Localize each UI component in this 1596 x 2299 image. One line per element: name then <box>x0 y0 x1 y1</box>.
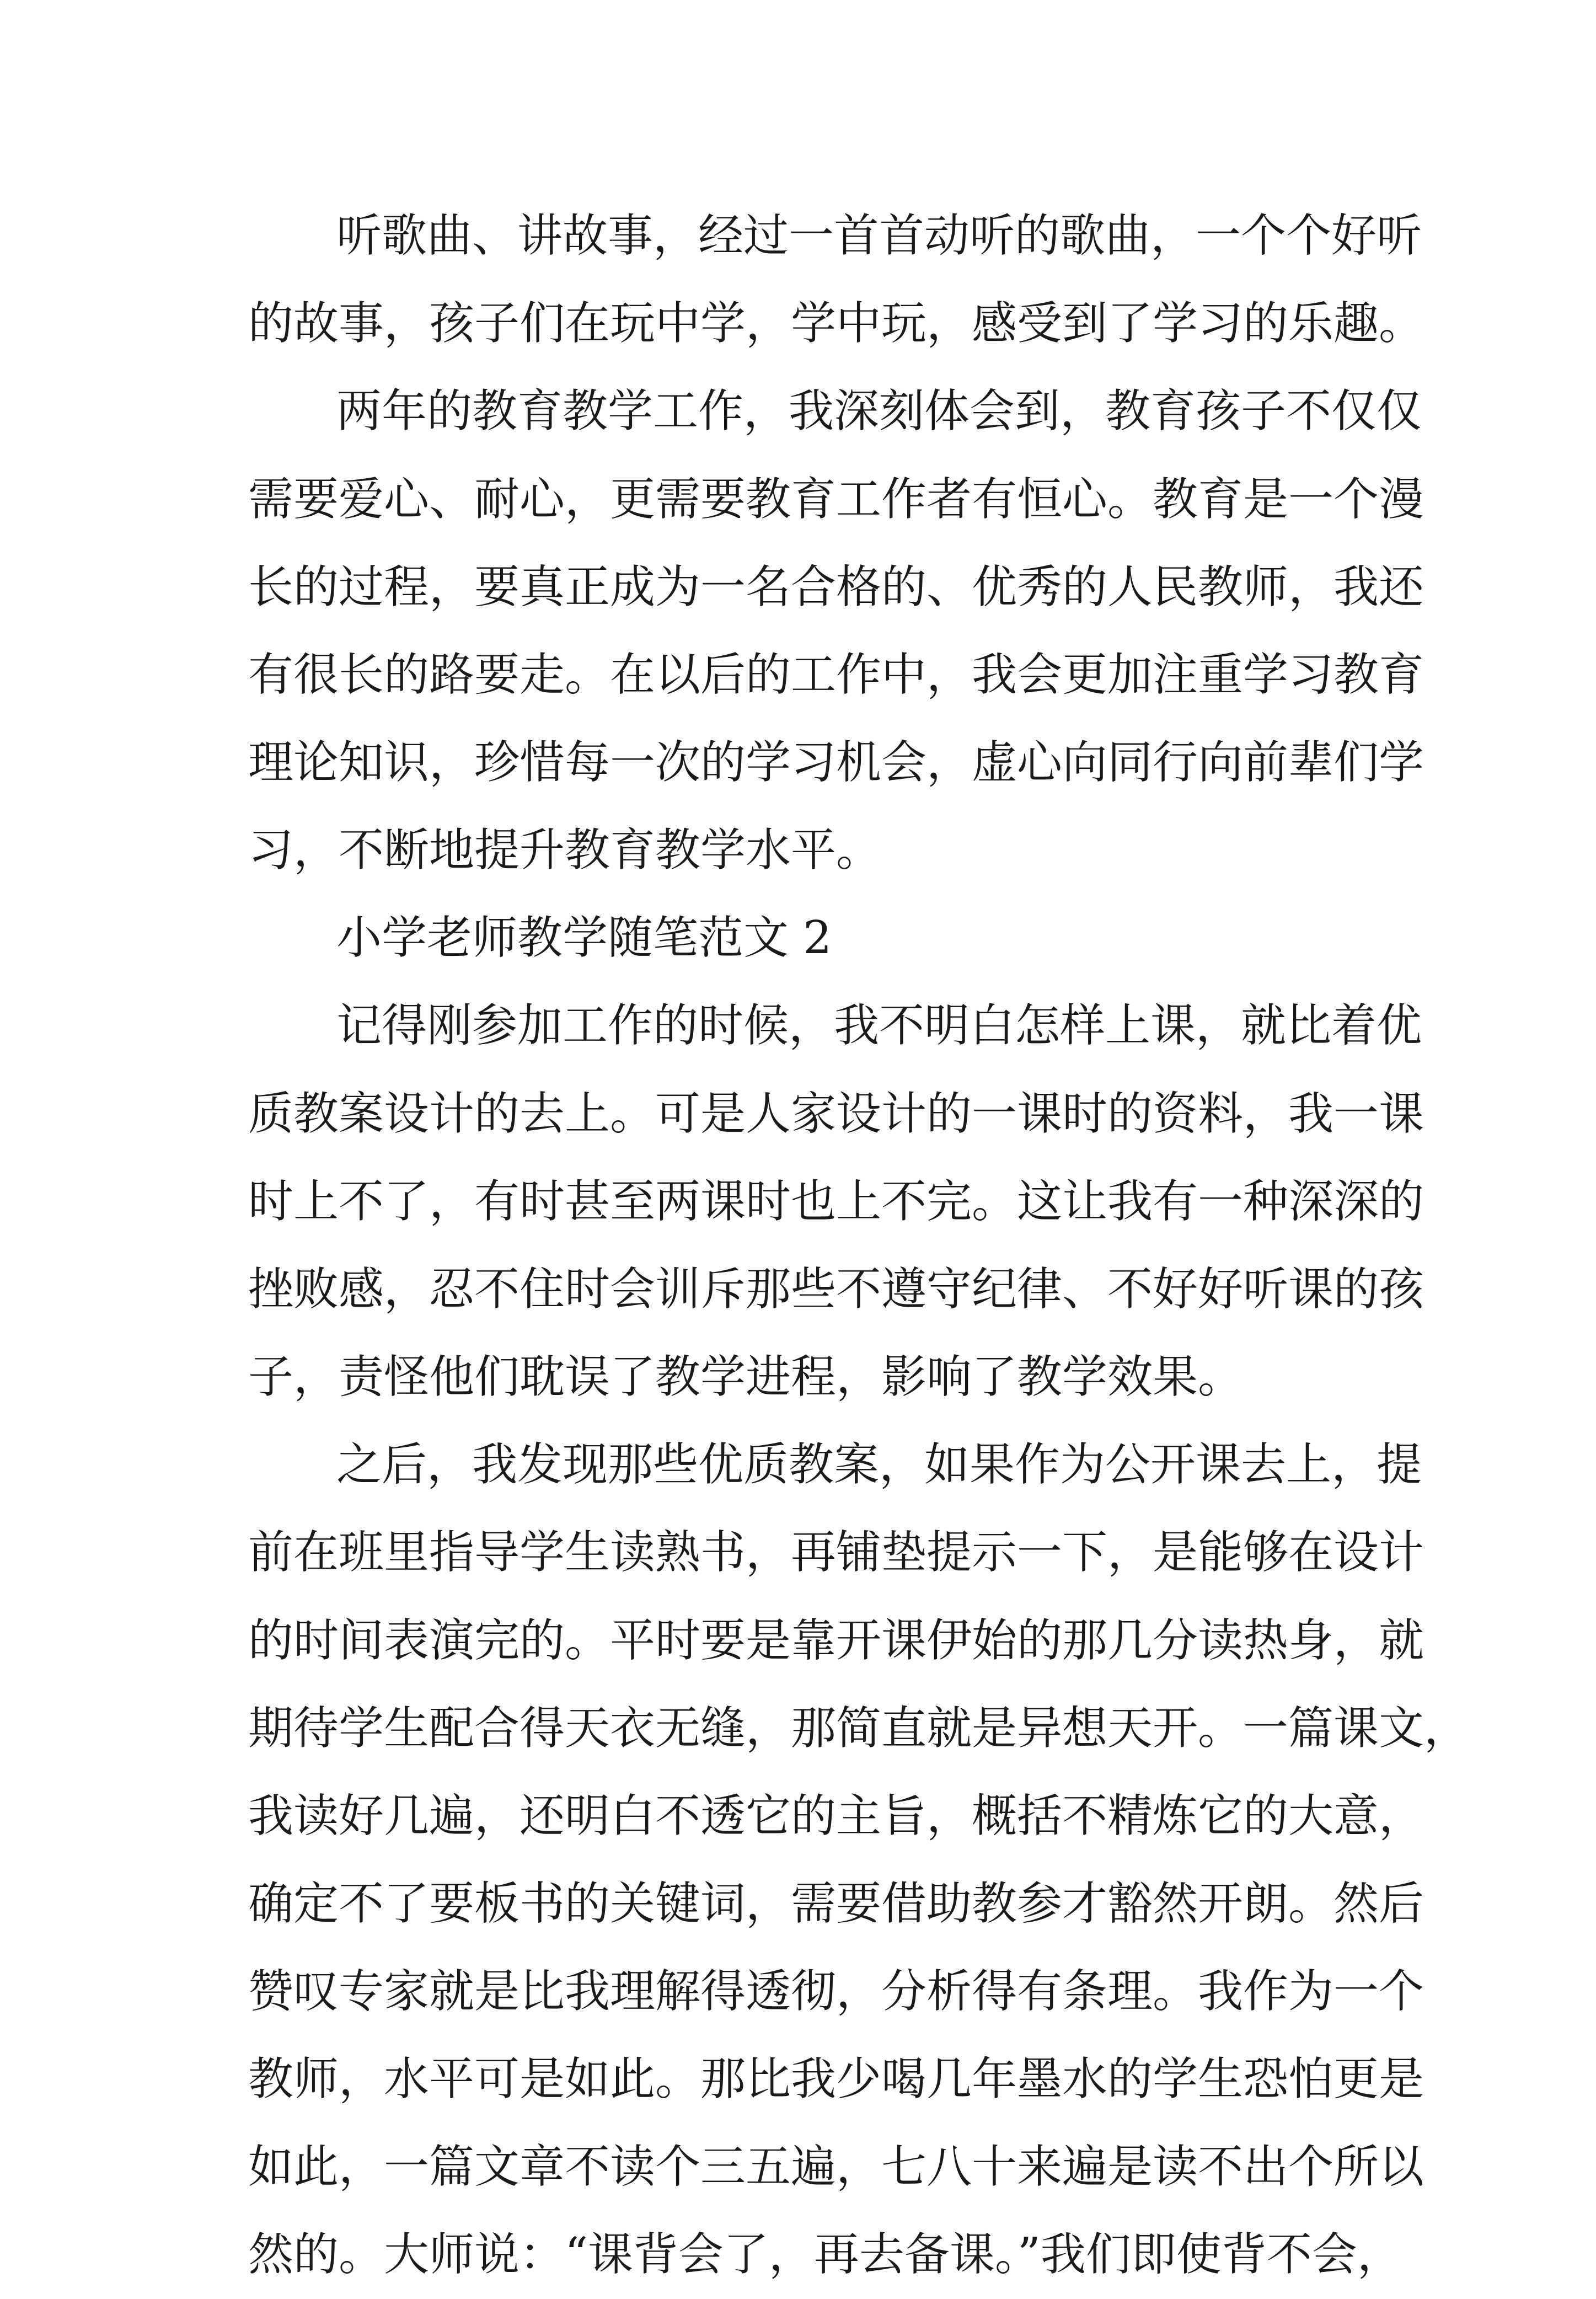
text-line-12: 时上不了，有时甚至两课时也上不完。这让我有一种深深的 <box>248 1175 1424 1228</box>
text-line-18: 期待学生配合得天衣无缝，那简直就是异想天开。一篇课文， <box>248 1702 1470 1755</box>
text-line-5: 长的过程，要真正成为一名合格的、优秀的人民教师，我还 <box>248 561 1424 613</box>
text-line-6: 有很长的路要走。在以后的工作中，我会更加注重学习教育 <box>248 649 1424 701</box>
text-line-17: 的时间表演完的。平时要是靠开课伊始的那几分读热身，就 <box>248 1614 1424 1667</box>
text-line-23: 如此，一篇文章不读个三五遍，七八十来遍是读不出个所以 <box>248 2141 1424 2193</box>
text-line-22: 教师，水平可是如此。那比我少喝几年墨水的学生恐怕更是 <box>248 2053 1424 2105</box>
text-line-3: 两年的教育教学工作，我深刻体会到，教育孩子不仅仅 <box>336 385 1422 437</box>
text-line-21: 赞叹专家就是比我理解得透彻，分析得有条理。我作为一个 <box>248 1965 1424 2018</box>
text-line-13: 挫败感，忍不住时会训斥那些不遵守纪律、不好好听课的孩 <box>248 1263 1424 1316</box>
text-line-2: 的故事，孩子们在玩中学，学中玩，感受到了学习的乐趣。 <box>248 297 1424 350</box>
text-line-20: 确定不了要板书的关键词，需要借助教参才豁然开朗。然后 <box>248 1878 1424 1930</box>
text-line-14: 子，责怪他们耽误了教学进程，影响了教学效果。 <box>248 1351 1244 1403</box>
text-line-8: 习，不断地提升教育教学水平。 <box>248 824 882 876</box>
text-line-24: 然的。大师说：“课背会了，再去备课。”我们即使背不会， <box>248 2228 1402 2281</box>
text-line-19: 我读好几遍，还明白不透它的主旨，概括不精炼它的大意， <box>248 1790 1424 1842</box>
text-line-11: 质教案设计的去上。可是人家设计的一课时的资料，我一课 <box>248 1088 1424 1140</box>
section-heading: 小学老师教学随笔范文 2 <box>336 912 832 964</box>
text-line-16: 前在班里指导学生读熟书，再铺垫提示一下，是能够在设计 <box>248 1526 1424 1579</box>
text-line-1: 听歌曲、讲故事，经过一首首动听的歌曲，一个个好听 <box>336 210 1422 262</box>
text-line-15: 之后，我发现那些优质教案，如果作为公开课去上，提 <box>336 1439 1422 1491</box>
text-line-4: 需要爱心、耐心，更需要教育工作者有恒心。教育是一个漫 <box>248 473 1424 526</box>
text-line-7: 理论知识，珍惜每一次的学习机会，虚心向同行向前辈们学 <box>248 736 1424 789</box>
text-line-10: 记得刚参加工作的时候，我不明白怎样上课，就比着优 <box>336 999 1422 1052</box>
